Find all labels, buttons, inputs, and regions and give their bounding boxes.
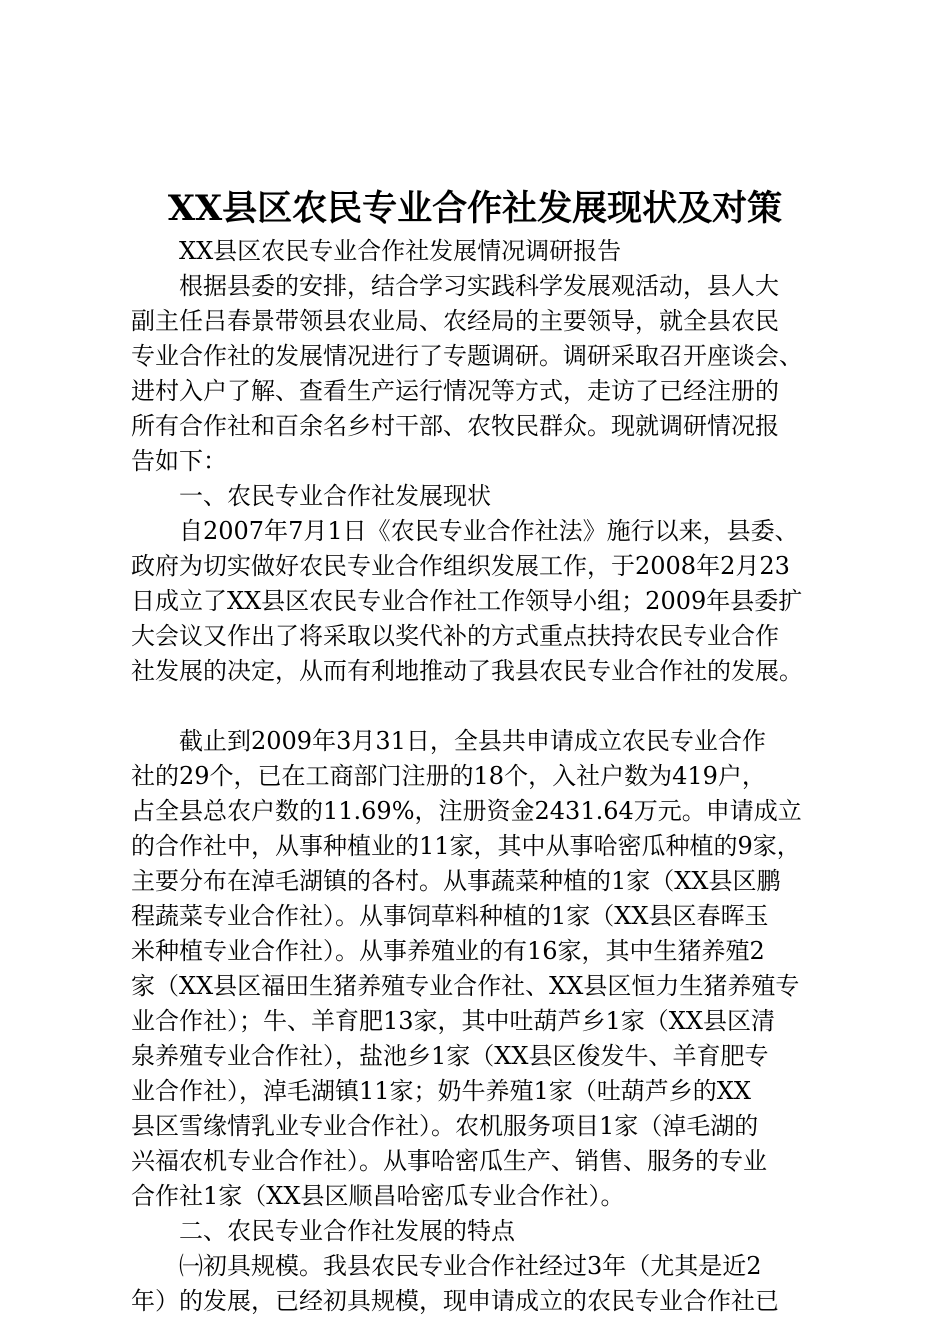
text-line: 社的29个，已在工商部门注册的18个，入社户数为419户， <box>131 762 766 790</box>
text-line: 政府为切实做好农民专业合作组织发展工作，于2008年2月23 <box>131 552 790 580</box>
text-line: 社发展的决定，从而有利地推动了我县农民专业合作社的发展。 <box>131 657 803 685</box>
text-line: 告如下： <box>131 447 227 475</box>
text-line: 截止到2009年3月31日，全县共申请成立农民专业合作 <box>179 727 766 755</box>
text-line: 副主任吕春景带领县农业局、农经局的主要领导，就全县农民 <box>131 307 779 335</box>
text-line: 占全县总农户数的11.69%，注册资金2431.64万元。申请成立 <box>131 797 802 825</box>
text-line: 自2007年7月1日《农民专业合作社法》施行以来，县委、 <box>179 517 799 545</box>
text-line: 进村入户了解、查看生产运行情况等方式，走访了已经注册的 <box>131 377 779 405</box>
text-line: 专业合作社的发展情况进行了专题调研。调研采取召开座谈会、 <box>131 342 803 370</box>
text-line: 年）的发展，已经初具规模，现申请成立的农民专业合作社已 <box>131 1287 779 1315</box>
text-line: 的合作社中，从事种植业的11家，其中从事哈密瓜种植的9家， <box>131 832 801 860</box>
text-line: 业合作社）；牛、羊育肥13家，其中吐葫芦乡1家（XX县区清 <box>131 1007 775 1035</box>
paragraph-1 <box>131 514 831 689</box>
text-line: ㈠初具规模。我县农民专业合作社经过3年（尤其是近2 <box>179 1252 762 1280</box>
text-line: 根据县委的安排，结合学习实践科学发展观活动，县人大 <box>179 272 779 300</box>
paragraph-2 <box>131 724 831 1214</box>
section-heading-2: 二、农民专业合作社发展的特点 <box>179 1217 515 1245</box>
text-line: 程蔬菜专业合作社）。从事饲草料种植的1家（XX县区春晖玉 <box>131 902 769 930</box>
text-line: 业合作社），淖毛湖镇11家；奶牛养殖1家（吐葫芦乡的XX <box>131 1077 751 1105</box>
text-line: 主要分布在淖毛湖镇的各村。从事蔬菜种植的1家（XX县区鹏 <box>131 867 781 895</box>
paragraph-3 <box>131 1249 831 1319</box>
text-line: 家（XX县区福田生猪养殖专业合作社、XX县区恒力生猪养殖专 <box>131 972 800 1000</box>
text-line: 泉养殖专业合作社），盐池乡1家（XX县区俊发牛、羊育肥专 <box>131 1042 769 1070</box>
intro-paragraph <box>131 269 831 479</box>
text-line: 合作社1家（XX县区顺昌哈密瓜专业合作社）。 <box>131 1182 625 1210</box>
text-line: 日成立了XX县区农民专业合作社工作领导小组；2009年县委扩 <box>131 587 803 615</box>
document-body <box>131 234 831 1319</box>
document-title: XX县区农民专业合作社发展现状及对策 <box>167 188 783 229</box>
text-line: 兴福农机专业合作社）。从事哈密瓜生产、销售、服务的专业 <box>131 1147 767 1175</box>
report-subtitle: XX县区农民专业合作社发展情况调研报告 <box>179 237 622 265</box>
blank-line <box>131 689 831 724</box>
section-heading-1: 一、农民专业合作社发展现状 <box>179 482 491 510</box>
text-line: 米种植专业合作社）。从事养殖业的有16家，其中生猪养殖2 <box>131 937 765 965</box>
text-line: 大会议又作出了将采取以奖代补的方式重点扶持农民专业合作 <box>131 622 779 650</box>
text-line: 所有合作社和百余名乡村干部、农牧民群众。现就调研情况报 <box>131 412 779 440</box>
text-line: 县区雪缘情乳业专业合作社）。农机服务项目1家（淖毛湖的 <box>131 1112 759 1140</box>
